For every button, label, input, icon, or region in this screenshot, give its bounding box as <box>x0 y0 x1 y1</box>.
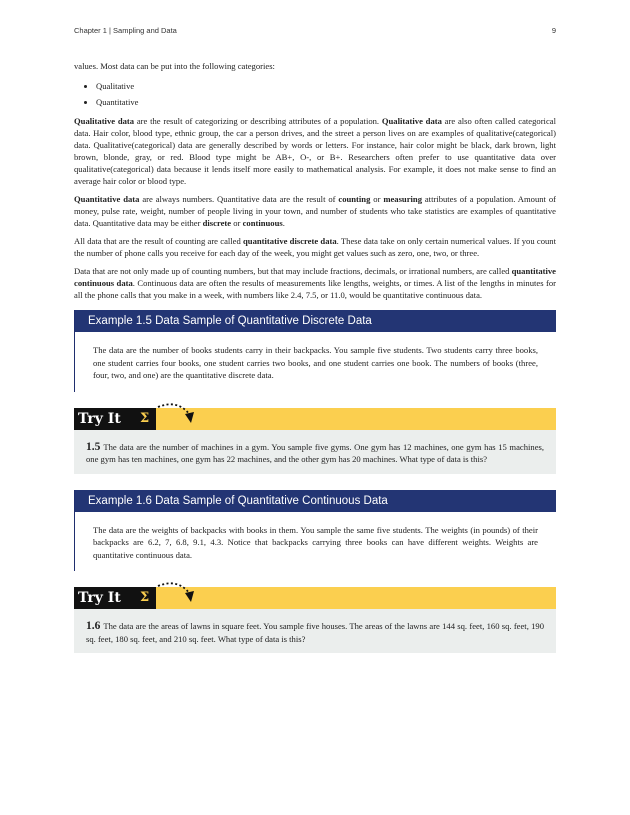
term-discrete: discrete <box>202 218 232 228</box>
try-it-text: Try It <box>78 590 121 606</box>
example-title-1-6: Example 1.6 Data Sample of Quantitative Continuous Data <box>75 490 556 512</box>
text-run: . <box>282 218 285 228</box>
example-body-1-6 <box>75 512 556 572</box>
exercise-text: The data are the areas of lawns in square feet. You sample five houses. The areas of the lawns are 144 sq. feet, 160 sq. feet, 190 sq. feet, 180 sq. feet, and 210 sq. feet. What type of data is this? <box>86 621 544 644</box>
term-qualitative-data-2: Qualitative data <box>381 116 442 126</box>
qualitative-paragraph <box>74 115 556 187</box>
text-run: or <box>231 218 243 228</box>
dotted-arrow-icon <box>156 399 196 429</box>
text-run: attributes of a population. Amount of money, pulse rate, weight, number of people living in your town, and number of students who take statistics are examples of quantitative data. Quantitative data may be either <box>74 194 556 228</box>
continuous-paragraph <box>74 265 556 301</box>
term-quantitative-discrete-data: quantitative discrete data <box>243 236 337 246</box>
discrete-paragraph <box>74 235 556 259</box>
exercise-number: 1.5 <box>86 440 101 453</box>
try-it-banner <box>74 587 556 609</box>
sigma-icon: Σ <box>140 410 150 426</box>
page-header <box>74 26 556 38</box>
text-run: are the result of categorizing or describing attributes of a population. <box>134 116 382 126</box>
text-run: . These data take on only certain numerical values. If you count the number of phone calls you receive for each day of the week, you might get values such as zero, one, two, or three. <box>74 236 556 258</box>
exercise-number: 1.6 <box>86 620 101 632</box>
chapter-title: Chapter 1 | Sampling and Data <box>74 26 177 35</box>
text-run: . Continuous data are often the results of measurements like lengths, weights, or times. A list of the lengths in minutes for all the phone calls that you make in a week, with numbers like 2.4, 7.5, or 11.0, would be quantitative continuous data. <box>74 278 556 300</box>
try-it-label <box>74 587 156 609</box>
example-body-1-5 <box>75 332 556 392</box>
text-run: or <box>370 194 384 204</box>
page-number: 9 <box>551 26 556 35</box>
example-text-1-5: The data are the number of books students carry in their backpacks. You sample five students. Two students carry three books, one student carries four books, one student carries two books, and one student carries one book. The numbers of books (three, four, two, and one) are the quantitative discrete data. <box>93 345 538 380</box>
text-run: are also often called categorical data. Hair color, blood type, ethnic group, the car a person drives, and the street a person lives on are examples of qualitative(categorical) data. Qualitative(categorical) data are generally described by words or letters. For instance, hair color might be black, dark brown, light brown, blonde, gray, or red. Blood type might be AB+, O-, or B+. Researchers often prefer to use quantitative data over qualitative(categorical) data because it lends itself more easily to mathematical analysis. For example, it does not make sense to find an average hair color or blood type. <box>74 116 556 186</box>
term-quantitative-data: Quantitative data <box>74 194 140 204</box>
term-quantitative-continuous-data: quantitative continuous data <box>74 266 556 288</box>
try-it-text-1-6 <box>86 620 544 645</box>
example-text-1-6: The data are the weights of backpacks with books in them. You sample the same five students. The weights (in pounds) of their backpacks are 6.2, 7, 6.8, 9.1, 4.3. Notice that backpacks carrying three books can have different weights. Weights are quantitative continuous data. <box>93 524 538 560</box>
page-content <box>74 60 556 653</box>
try-it-box-1-6 <box>74 587 556 653</box>
intro-text: values. Most data can be put into the following categories: <box>74 61 275 71</box>
try-it-text-1-5 <box>86 441 544 466</box>
list-item-quantitative: • Quantitative <box>96 94 556 110</box>
text-run: All data that are the result of counting are called <box>74 236 244 246</box>
example-title-1-5: Example 1.5 Data Sample of Quantitative Discrete Data <box>75 310 556 332</box>
quantitative-paragraph <box>74 193 556 229</box>
term-counting: counting <box>338 194 371 204</box>
try-it-body-1-6 <box>74 609 556 653</box>
term-continuous: continuous <box>242 218 283 228</box>
try-it-box-1-5 <box>74 408 556 474</box>
exercise-text: The data are the number of machines in a gym. You sample five gyms. One gym has 12 machines, one gym has 15 machines, one gym has ten machines, one gym has 22 machines, and the other gym has 20 machines. What type of data is this? <box>86 441 544 464</box>
sigma-icon: Σ <box>140 590 150 605</box>
text-run: are always numbers. Quantitative data are the result of <box>139 194 339 204</box>
example-box-1-6 <box>74 490 556 572</box>
example-box-1-5 <box>74 310 556 392</box>
try-it-label <box>74 408 156 430</box>
term-measuring: measuring <box>383 194 422 204</box>
try-it-text: Try It <box>78 410 121 427</box>
try-it-banner <box>74 408 556 430</box>
category-list <box>74 78 556 110</box>
text-run: Data that are not only made up of counting numbers, but that may include fractions, decimals, or irrational numbers, are called <box>74 266 512 276</box>
try-it-body-1-5 <box>74 430 556 474</box>
term-qualitative-data: Qualitative data <box>74 116 135 126</box>
list-item-qualitative: • Qualitative <box>96 78 556 94</box>
dotted-arrow-icon <box>156 578 196 608</box>
